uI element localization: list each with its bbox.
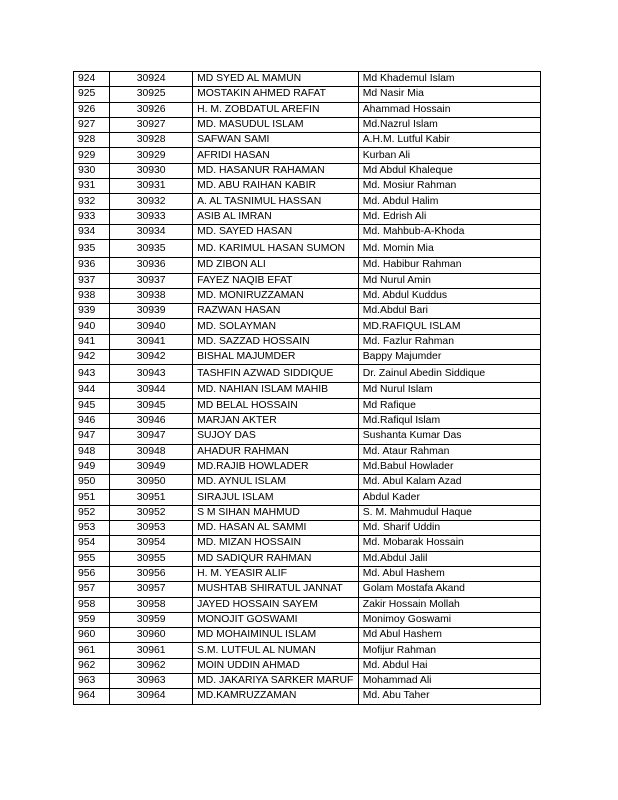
student-name-cell: MONOJIT GOSWAMI (193, 612, 359, 627)
serial-cell: 960 (74, 628, 110, 643)
table-body (74, 72, 541, 705)
table-row (74, 413, 541, 428)
table-row (74, 72, 541, 87)
father-name-cell: Mofijur Rahman (358, 643, 540, 658)
serial-cell: 964 (74, 689, 110, 704)
serial-cell: 963 (74, 673, 110, 688)
table-row (74, 258, 541, 273)
serial-cell: 959 (74, 612, 110, 627)
roll-cell: 30950 (110, 475, 193, 490)
father-name-cell: Md. Abdul Kuddus (358, 288, 540, 303)
roll-cell: 30958 (110, 597, 193, 612)
father-name-cell: Kurban Ali (358, 148, 540, 163)
table-row (74, 350, 541, 365)
father-name-cell: Abdul Kader (358, 490, 540, 505)
roll-cell: 30929 (110, 148, 193, 163)
serial-cell: 932 (74, 194, 110, 209)
student-name-cell: MD BELAL HOSSAIN (193, 398, 359, 413)
student-name-cell: MD. HASANUR RAHAMAN (193, 163, 359, 178)
serial-cell: 946 (74, 413, 110, 428)
father-name-cell: Md.Nazrul Islam (358, 117, 540, 132)
serial-cell: 924 (74, 72, 110, 87)
table-row (74, 288, 541, 303)
serial-cell: 943 (74, 365, 110, 383)
table-row (74, 566, 541, 581)
student-name-cell: MD. SAYED HASAN (193, 224, 359, 239)
table-row (74, 475, 541, 490)
serial-cell: 958 (74, 597, 110, 612)
roll-cell: 30947 (110, 429, 193, 444)
student-name-cell: MD. JAKARIYA SARKER MARUF (193, 673, 359, 688)
student-name-cell: MD. SOLAYMAN (193, 319, 359, 334)
father-name-cell: Md. Abul Hashem (358, 566, 540, 581)
serial-cell: 925 (74, 87, 110, 102)
student-name-cell: MUSHTAB SHIRATUL JANNAT (193, 582, 359, 597)
roll-cell: 30937 (110, 273, 193, 288)
father-name-cell: Md. Habibur Rahman (358, 258, 540, 273)
serial-cell: 936 (74, 258, 110, 273)
roll-cell: 30933 (110, 209, 193, 224)
table-row (74, 398, 541, 413)
serial-cell: 930 (74, 163, 110, 178)
roll-cell: 30932 (110, 194, 193, 209)
serial-cell: 942 (74, 350, 110, 365)
father-name-cell: Md. Edrish Ali (358, 209, 540, 224)
father-name-cell: Mohammad Ali (358, 673, 540, 688)
father-name-cell: Md Nasir Mia (358, 87, 540, 102)
table-row (74, 179, 541, 194)
roll-cell: 30940 (110, 319, 193, 334)
student-name-cell: MD.KAMRUZZAMAN (193, 689, 359, 704)
roll-cell: 30939 (110, 304, 193, 319)
student-name-cell: H. M. YEASIR ALIF (193, 566, 359, 581)
roll-cell: 30957 (110, 582, 193, 597)
father-name-cell: Md. Sharif Uddin (358, 521, 540, 536)
father-name-cell: Md. Fazlur Rahman (358, 334, 540, 349)
father-name-cell: Md. Momin Mia (358, 240, 540, 258)
serial-cell: 962 (74, 658, 110, 673)
roll-cell: 30928 (110, 133, 193, 148)
serial-cell: 944 (74, 383, 110, 398)
student-name-cell: TASHFIN AZWAD SIDDIQUE (193, 365, 359, 383)
father-name-cell: Md. Mahbub-A-Khoda (358, 224, 540, 239)
student-name-cell: JAYED HOSSAIN SAYEM (193, 597, 359, 612)
student-name-cell: MD. MASUDUL ISLAM (193, 117, 359, 132)
roll-cell: 30930 (110, 163, 193, 178)
student-name-cell: MD. NAHIAN ISLAM MAHIB (193, 383, 359, 398)
father-name-cell: Md. Abu Taher (358, 689, 540, 704)
serial-cell: 938 (74, 288, 110, 303)
serial-cell: 947 (74, 429, 110, 444)
roll-cell: 30949 (110, 459, 193, 474)
table-row (74, 117, 541, 132)
father-name-cell: Md Rafique (358, 398, 540, 413)
roll-cell: 30944 (110, 383, 193, 398)
serial-cell: 952 (74, 505, 110, 520)
serial-cell: 950 (74, 475, 110, 490)
serial-cell: 951 (74, 490, 110, 505)
roll-cell: 30943 (110, 365, 193, 383)
table-row (74, 383, 541, 398)
table-row (74, 133, 541, 148)
roll-cell: 30936 (110, 258, 193, 273)
table-row (74, 658, 541, 673)
roll-cell: 30938 (110, 288, 193, 303)
table-row (74, 628, 541, 643)
table-row (74, 536, 541, 551)
student-name-cell: MD ZIBON ALI (193, 258, 359, 273)
table-row (74, 444, 541, 459)
roll-cell: 30931 (110, 179, 193, 194)
roll-cell: 30964 (110, 689, 193, 704)
father-name-cell: Md.Abdul Jalil (358, 551, 540, 566)
table-row (74, 521, 541, 536)
father-name-cell: Md Abdul Khaleque (358, 163, 540, 178)
roll-cell: 30942 (110, 350, 193, 365)
father-name-cell: Bappy Majumder (358, 350, 540, 365)
father-name-cell: Md. Ataur Rahman (358, 444, 540, 459)
serial-cell: 937 (74, 273, 110, 288)
table-row (74, 365, 541, 383)
student-name-cell: MARJAN AKTER (193, 413, 359, 428)
roll-cell: 30956 (110, 566, 193, 581)
serial-cell: 941 (74, 334, 110, 349)
table-row (74, 490, 541, 505)
serial-cell: 945 (74, 398, 110, 413)
roll-cell: 30948 (110, 444, 193, 459)
student-name-cell: A. AL TASNIMUL HASSAN (193, 194, 359, 209)
father-name-cell: S. M. Mahmudul Haque (358, 505, 540, 520)
table-row (74, 673, 541, 688)
student-name-cell: S M SIHAN MAHMUD (193, 505, 359, 520)
table-row (74, 689, 541, 704)
table-row (74, 194, 541, 209)
roll-cell: 30951 (110, 490, 193, 505)
merit-list-table (73, 71, 541, 705)
student-name-cell: H. M. ZOBDATUL AREFIN (193, 102, 359, 117)
roll-cell: 30945 (110, 398, 193, 413)
roll-cell: 30953 (110, 521, 193, 536)
serial-cell: 926 (74, 102, 110, 117)
roll-cell: 30952 (110, 505, 193, 520)
student-name-cell: BISHAL MAJUMDER (193, 350, 359, 365)
father-name-cell: Golam Mostafa Akand (358, 582, 540, 597)
student-name-cell: AHADUR RAHMAN (193, 444, 359, 459)
table-row (74, 612, 541, 627)
student-name-cell: MD. KARIMUL HASAN SUMON (193, 240, 359, 258)
table-row (74, 102, 541, 117)
student-name-cell: MD.RAJIB HOWLADER (193, 459, 359, 474)
table-row (74, 429, 541, 444)
table-row (74, 319, 541, 334)
table-row (74, 240, 541, 258)
table-row (74, 334, 541, 349)
roll-cell: 30925 (110, 87, 193, 102)
student-name-cell: MD. AYNUL ISLAM (193, 475, 359, 490)
roll-cell: 30926 (110, 102, 193, 117)
student-name-cell: FAYEZ NAQIB EFAT (193, 273, 359, 288)
serial-cell: 931 (74, 179, 110, 194)
roll-cell: 30934 (110, 224, 193, 239)
table-row (74, 273, 541, 288)
student-name-cell: SAFWAN SAMI (193, 133, 359, 148)
table-row (74, 505, 541, 520)
roll-cell: 30963 (110, 673, 193, 688)
roll-cell: 30924 (110, 72, 193, 87)
father-name-cell: Md Khademul Islam (358, 72, 540, 87)
roll-cell: 30935 (110, 240, 193, 258)
table-row (74, 209, 541, 224)
student-name-cell: MD. MIZAN HOSSAIN (193, 536, 359, 551)
serial-cell: 928 (74, 133, 110, 148)
student-name-cell: MD. HASAN AL SAMMI (193, 521, 359, 536)
father-name-cell: Md. Abdul Hai (358, 658, 540, 673)
serial-cell: 953 (74, 521, 110, 536)
father-name-cell: Zakir Hossain Mollah (358, 597, 540, 612)
father-name-cell: Md. Abul Kalam Azad (358, 475, 540, 490)
serial-cell: 934 (74, 224, 110, 239)
table-row (74, 87, 541, 102)
table-row (74, 163, 541, 178)
student-name-cell: MD. ABU RAIHAN KABIR (193, 179, 359, 194)
father-name-cell: A.H.M. Lutful Kabir (358, 133, 540, 148)
father-name-cell: MD.RAFIQUL ISLAM (358, 319, 540, 334)
table-row (74, 582, 541, 597)
serial-cell: 933 (74, 209, 110, 224)
serial-cell: 927 (74, 117, 110, 132)
student-name-cell: MD MOHAIMINUL ISLAM (193, 628, 359, 643)
father-name-cell: Md Abul Hashem (358, 628, 540, 643)
serial-cell: 939 (74, 304, 110, 319)
table-row (74, 224, 541, 239)
father-name-cell: Ahammad Hossain (358, 102, 540, 117)
serial-cell: 935 (74, 240, 110, 258)
roll-cell: 30955 (110, 551, 193, 566)
table-row (74, 597, 541, 612)
student-name-cell: MOIN UDDIN AHMAD (193, 658, 359, 673)
father-name-cell: Md Nurul Amin (358, 273, 540, 288)
roll-cell: 30961 (110, 643, 193, 658)
student-name-cell: SUJOY DAS (193, 429, 359, 444)
roll-cell: 30959 (110, 612, 193, 627)
student-name-cell: S.M. LUTFUL AL NUMAN (193, 643, 359, 658)
student-name-cell: RAZWAN HASAN (193, 304, 359, 319)
roll-cell: 30927 (110, 117, 193, 132)
serial-cell: 949 (74, 459, 110, 474)
serial-cell: 955 (74, 551, 110, 566)
father-name-cell: Md. Abdul Halim (358, 194, 540, 209)
serial-cell: 954 (74, 536, 110, 551)
student-name-cell: MOSTAKIN AHMED RAFAT (193, 87, 359, 102)
serial-cell: 957 (74, 582, 110, 597)
table-row (74, 551, 541, 566)
table-row (74, 459, 541, 474)
student-name-cell: AFRIDI HASAN (193, 148, 359, 163)
student-name-cell: MD SADIQUR RAHMAN (193, 551, 359, 566)
father-name-cell: Md.Rafiqul Islam (358, 413, 540, 428)
father-name-cell: Monimoy Goswami (358, 612, 540, 627)
student-name-cell: MD. SAZZAD HOSSAIN (193, 334, 359, 349)
table-row (74, 643, 541, 658)
father-name-cell: Md Nurul Islam (358, 383, 540, 398)
student-name-cell: MD. MONIRUZZAMAN (193, 288, 359, 303)
roll-cell: 30960 (110, 628, 193, 643)
serial-cell: 929 (74, 148, 110, 163)
father-name-cell: Dr. Zainul Abedin Siddique (358, 365, 540, 383)
serial-cell: 961 (74, 643, 110, 658)
roll-cell: 30962 (110, 658, 193, 673)
roll-cell: 30941 (110, 334, 193, 349)
table-row (74, 304, 541, 319)
serial-cell: 948 (74, 444, 110, 459)
serial-cell: 956 (74, 566, 110, 581)
serial-cell: 940 (74, 319, 110, 334)
table-row (74, 148, 541, 163)
father-name-cell: Md. Mosiur Rahman (358, 179, 540, 194)
father-name-cell: Md. Mobarak Hossain (358, 536, 540, 551)
father-name-cell: Sushanta Kumar Das (358, 429, 540, 444)
father-name-cell: Md.Abdul Bari (358, 304, 540, 319)
student-name-cell: MD SYED AL MAMUN (193, 72, 359, 87)
father-name-cell: Md.Babul Howlader (358, 459, 540, 474)
student-name-cell: SIRAJUL ISLAM (193, 490, 359, 505)
roll-cell: 30954 (110, 536, 193, 551)
student-name-cell: ASIB AL IMRAN (193, 209, 359, 224)
roll-cell: 30946 (110, 413, 193, 428)
